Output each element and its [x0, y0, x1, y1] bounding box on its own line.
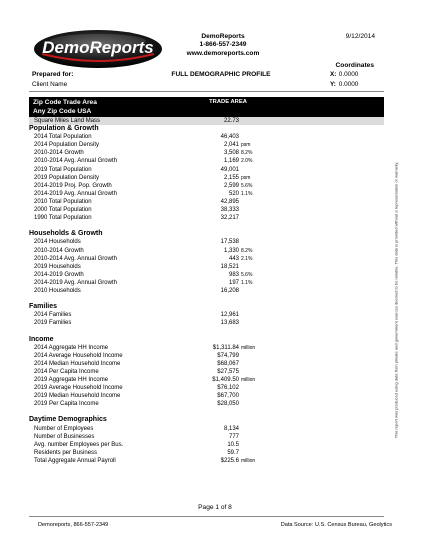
row-value: $74,799: [217, 352, 239, 359]
row-value: $67,700: [217, 393, 239, 400]
section-heading: [29, 336, 384, 344]
disclaimer-text: This report was produced using data from private and government sources deemed to be reliable. This data is provided without a representation or warranty.: [393, 161, 399, 439]
table-row: [29, 149, 384, 157]
row-value: 520: [228, 190, 239, 197]
row-value: 1,169: [223, 158, 239, 165]
coordinate-x-value: 0.0000: [338, 71, 359, 78]
table-row: [29, 425, 384, 433]
table-row: [29, 311, 384, 319]
table-row: [29, 117, 384, 125]
row-value: 2,041: [223, 142, 239, 149]
table-row: [29, 384, 384, 392]
row-label: 2019 Per Capita Income: [34, 401, 99, 408]
table-row: [29, 166, 384, 174]
table-row: [29, 198, 384, 206]
trade-area-heading: TRADE AREA: [209, 99, 247, 105]
table-row: [29, 376, 384, 384]
table-row: [29, 352, 384, 360]
table-row: [29, 433, 384, 441]
table-row: [29, 133, 384, 141]
company-website: www.demoreports.com: [186, 49, 260, 57]
row-value: 17,538: [220, 239, 239, 246]
row-unit: 2.1%: [241, 255, 253, 262]
table-row: [29, 441, 384, 449]
row-value: 983: [228, 271, 239, 278]
row-unit: 5.6%: [241, 271, 253, 278]
table-row: [29, 392, 384, 400]
row-value: 197: [228, 279, 239, 286]
row-unit: 2.0%: [241, 158, 253, 165]
footer-divider: [29, 516, 384, 517]
coordinate-y: [330, 81, 380, 88]
row-label: 2014 Average Household Income: [34, 352, 123, 359]
row-label: 2019 Households: [34, 263, 81, 270]
coordinate-x: [330, 71, 380, 78]
row-value: 2,155: [223, 174, 239, 181]
row-label: 2010 Households: [34, 287, 81, 294]
row-value: 16,208: [220, 287, 239, 294]
row-value: $1,311.84: [212, 344, 239, 351]
table-row: [29, 360, 384, 368]
table-row: [29, 271, 384, 279]
table-row: [29, 344, 384, 352]
row-label: 2010-2014 Avg. Annual Growth: [34, 158, 117, 165]
row-value: $225.6: [220, 457, 239, 464]
row-label: 2010-2014 Growth: [34, 247, 84, 254]
table-row: [29, 190, 384, 198]
row-label: 2014 Aggregate HH Income: [34, 344, 109, 351]
row-spacer: [29, 295, 384, 303]
section-title: Population & Growth: [29, 125, 99, 133]
row-label: Residents per Business: [34, 449, 98, 456]
row-label: 2014 Families: [34, 312, 72, 319]
row-value: 42,895: [220, 198, 239, 205]
row-unit: psm: [241, 174, 251, 181]
row-value: 10.5: [227, 441, 239, 448]
company-info: [173, 33, 273, 58]
table-row: [29, 182, 384, 190]
table-row: [29, 319, 384, 327]
section-title: Income: [29, 335, 54, 343]
header-divider: [29, 91, 384, 92]
row-label: 2014 Per Capita Income: [34, 368, 99, 375]
client-name: Client Name: [32, 81, 68, 88]
section-title: Households & Growth: [29, 230, 103, 238]
coordinate-x-label: X:: [330, 71, 337, 78]
row-label: Total Aggregate Annual Payroll: [34, 457, 116, 464]
table-row: [29, 287, 384, 295]
row-label: 1990 Total Population: [34, 215, 92, 222]
row-value: $1,409.50: [212, 377, 239, 383]
demographic-table: [29, 117, 384, 465]
report-title: FULL DEMOGRAPHIC PROFILE: [171, 71, 271, 78]
row-spacer: [29, 222, 384, 230]
row-unit: psm: [241, 142, 251, 149]
row-label: 2014 Households: [34, 239, 81, 246]
row-value: 13,683: [220, 320, 239, 327]
row-value: $27,575: [217, 368, 239, 375]
row-label: 2019 Median Household Income: [34, 393, 121, 400]
row-label: Square Miles Land Mass: [34, 118, 101, 124]
table-row: [29, 449, 384, 457]
row-label: 2014 Population Density: [34, 142, 100, 149]
coordinate-y-label: Y:: [330, 81, 336, 88]
section-title: Daytime Demographics: [29, 416, 107, 424]
row-spacer: [29, 327, 384, 335]
section-heading: [29, 303, 384, 311]
row-label: Number of Businesses: [34, 433, 95, 440]
zip-trade-area-label: Zip Code Trade Area: [33, 99, 97, 106]
table-row: [29, 400, 384, 408]
page-number: Page 1 of 8: [198, 504, 232, 511]
row-label: 2010 Total Population: [34, 198, 92, 205]
row-value: $28,050: [217, 401, 239, 408]
row-label: 2000 Total Population: [34, 207, 92, 214]
row-label: 2010-2014 Avg. Annual Growth: [34, 255, 117, 262]
table-row: [29, 255, 384, 263]
table-row: [29, 457, 384, 465]
row-label: Number of Employees: [34, 425, 94, 432]
svg-text:DemoReports: DemoReports: [42, 38, 154, 57]
row-value: 18,521: [220, 263, 239, 270]
row-value: 49,001: [220, 166, 239, 173]
row-label: 2010-2014 Growth: [34, 150, 84, 157]
row-label: 2014-2019 Avg. Annual Growth: [34, 190, 117, 197]
coordinates-title: Coordinates: [335, 62, 374, 69]
row-unit: million: [241, 457, 256, 464]
section-heading: [29, 125, 384, 133]
row-value: 32,217: [220, 215, 239, 222]
company-logo: [32, 28, 164, 70]
row-spacer: [29, 408, 384, 416]
row-value: 443: [228, 255, 239, 262]
table-row: [29, 141, 384, 149]
table-row: [29, 214, 384, 222]
row-label: 2019 Total Population: [34, 166, 92, 173]
company-name: DemoReports: [201, 33, 245, 40]
row-value: $68,067: [217, 360, 239, 367]
row-unit: 1.1%: [241, 279, 253, 286]
row-value: 22.73: [223, 118, 239, 124]
row-value: 12,961: [220, 312, 239, 319]
row-unit: 8.2%: [241, 150, 253, 157]
area-name: Any Zip Code USA: [33, 108, 92, 115]
table-row: [29, 247, 384, 255]
row-unit: 5.6%: [241, 182, 253, 189]
table-row: [29, 157, 384, 165]
row-value: 59.7: [227, 449, 239, 456]
row-label: Avg. number Employees per Bus.: [34, 441, 124, 448]
table-row: [29, 279, 384, 287]
row-label: 2014-2019 Avg. Annual Growth: [34, 279, 117, 286]
row-value: 46,403: [220, 134, 239, 141]
row-unit: 8.2%: [241, 247, 253, 254]
row-value: 1,330: [223, 247, 239, 254]
table-row: [29, 238, 384, 246]
row-label: 2014-2019 Proj. Pop. Growth: [34, 182, 112, 189]
company-phone: 1-866-557-2349: [199, 41, 247, 49]
table-row: [29, 368, 384, 376]
row-value: 8,134: [223, 425, 239, 432]
table-row: [29, 174, 384, 182]
row-value: 38,333: [220, 207, 239, 214]
row-label: 2019 Population Density: [34, 174, 100, 181]
row-unit: 1.1%: [241, 190, 253, 197]
section-heading: [29, 416, 384, 424]
row-label: 2019 Average Household Income: [34, 385, 123, 392]
row-label: 2014 Total Population: [34, 134, 92, 141]
prepared-for-label: Prepared for:: [32, 71, 74, 78]
row-unit: million: [241, 344, 256, 351]
row-label: 2014 Median Household Income: [34, 360, 121, 367]
row-label: 2014-2019 Growth: [34, 271, 84, 278]
section-heading: [29, 230, 384, 238]
row-value: $76,102: [217, 385, 239, 392]
table-row: [29, 206, 384, 214]
footer-contact: Demoreports, 866-557-2349: [38, 522, 109, 528]
row-value: 777: [228, 433, 239, 440]
trade-area-band: [29, 97, 384, 117]
report-date: 9/12/2014: [345, 33, 375, 40]
row-unit: million: [241, 377, 256, 383]
table-row: [29, 263, 384, 271]
row-label: 2019 Families: [34, 320, 72, 327]
row-value: 2,599: [223, 182, 239, 189]
coordinate-y-value: 0.0000: [338, 81, 359, 88]
section-title: Families: [29, 303, 58, 311]
row-value: 3,508: [223, 150, 239, 157]
footer-data-source: Data Source: U.S. Census Bureau, Geolytics: [280, 522, 392, 528]
row-label: 2019 Aggregate HH Income: [34, 377, 109, 383]
